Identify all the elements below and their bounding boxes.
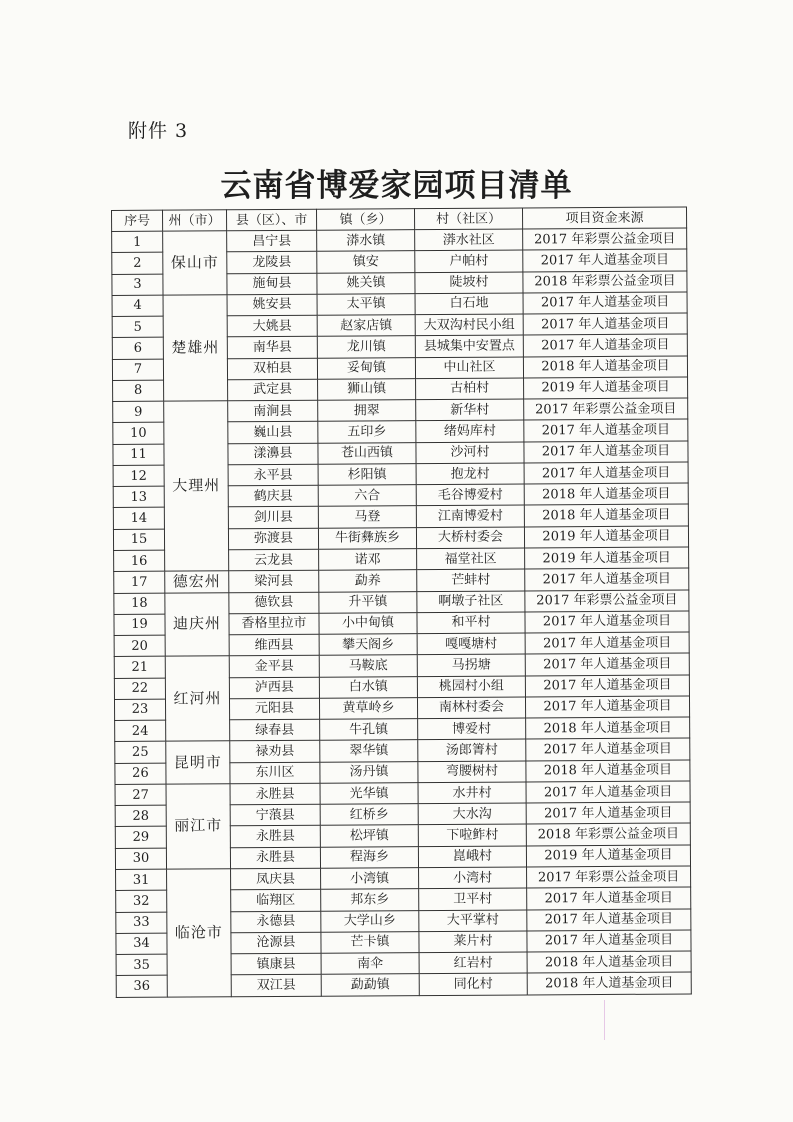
cell-county: 临翔区 <box>231 889 321 911</box>
cell-fund-source: 2017 年彩票公益金项目 <box>527 866 691 888</box>
cell-fund-source: 2019 年人道基金项目 <box>525 547 689 569</box>
cell-county: 剑川县 <box>228 507 318 529</box>
cell-county: 金平县 <box>229 656 319 678</box>
cell-town: 大学山乡 <box>321 910 419 932</box>
cell-town: 牛街彝族乡 <box>318 527 416 549</box>
cell-county: 永胜县 <box>230 783 320 805</box>
cell-serial-number: 20 <box>114 635 165 657</box>
cell-county: 双江县 <box>231 975 321 997</box>
cell-fund-source: 2018 年人道基金项目 <box>524 504 688 526</box>
cell-fund-source: 2017 年彩票公益金项目 <box>524 398 688 420</box>
cell-county: 昌宁县 <box>227 230 317 252</box>
cell-fund-source: 2017 年人道基金项目 <box>527 908 691 930</box>
cell-village: 水井村 <box>418 782 526 804</box>
cell-county: 龙陵县 <box>227 252 317 274</box>
cell-village: 江南博爱村 <box>416 505 524 527</box>
cell-fund-source: 2018 年彩票公益金项目 <box>523 271 687 293</box>
cell-village: 桃园村小组 <box>417 676 525 698</box>
cell-county: 永平县 <box>228 464 318 486</box>
cell-town: 攀天阁乡 <box>319 634 417 656</box>
cell-prefecture: 红河州 <box>165 656 230 741</box>
cell-town: 太平镇 <box>317 293 415 315</box>
cell-serial-number: 23 <box>114 699 165 721</box>
cell-serial-number: 14 <box>113 508 164 530</box>
cell-prefecture: 德宏州 <box>165 571 229 593</box>
cell-fund-source: 2019 年人道基金项目 <box>524 377 688 399</box>
cell-town: 勐勐镇 <box>321 974 419 996</box>
cell-town: 镇安 <box>317 251 415 273</box>
cell-fund-source: 2017 年人道基金项目 <box>527 887 691 909</box>
cell-serial-number: 36 <box>116 975 167 997</box>
cell-town: 马鞍底 <box>319 655 417 677</box>
cell-village: 抱龙村 <box>416 463 524 485</box>
cell-prefecture: 昆明市 <box>166 741 230 784</box>
cell-village: 绪妈库村 <box>416 420 524 442</box>
cell-fund-source: 2017 年人道基金项目 <box>524 419 688 441</box>
cell-fund-source: 2017 年人道基金项目 <box>526 738 690 760</box>
cell-serial-number: 33 <box>116 912 167 934</box>
cell-village: 下啦鲊村 <box>418 824 526 846</box>
cell-serial-number: 17 <box>114 571 165 593</box>
cell-fund-source: 2017 年人道基金项目 <box>525 611 689 633</box>
cell-serial-number: 5 <box>112 316 163 338</box>
cell-town: 小中甸镇 <box>319 612 417 634</box>
cell-prefecture: 临沧市 <box>167 869 232 997</box>
cell-county: 漾濞县 <box>228 443 318 465</box>
cell-county: 绿春县 <box>230 719 320 741</box>
cell-county: 弥渡县 <box>228 528 318 550</box>
header-prefecture: 州（市） <box>163 210 227 231</box>
cell-village: 同化村 <box>419 973 527 995</box>
cell-county: 元阳县 <box>229 698 319 720</box>
cell-fund-source: 2018 年人道基金项目 <box>524 483 688 505</box>
cell-village: 崑峨村 <box>418 846 526 868</box>
cell-village: 陡坡村 <box>415 272 523 294</box>
cell-serial-number: 35 <box>116 954 167 976</box>
cell-serial-number: 26 <box>115 763 166 785</box>
cell-prefecture: 大理州 <box>164 401 229 572</box>
cell-serial-number: 25 <box>115 742 166 764</box>
cell-village: 中山社区 <box>415 357 523 379</box>
cell-town: 红桥乡 <box>320 804 418 826</box>
cell-village: 莱片村 <box>419 931 527 953</box>
cell-county: 维西县 <box>229 634 319 656</box>
cell-town: 六合 <box>318 485 416 507</box>
cell-county: 施甸县 <box>227 273 317 295</box>
header-fund-source: 项目资金来源 <box>522 207 686 229</box>
cell-serial-number: 32 <box>116 890 167 912</box>
cell-fund-source: 2018 年人道基金项目 <box>527 972 691 995</box>
cell-fund-source: 2017 年人道基金项目 <box>526 781 690 803</box>
cell-town: 杉阳镇 <box>318 464 416 486</box>
cell-county: 德钦县 <box>229 592 319 614</box>
cell-village: 博爱村 <box>418 718 526 740</box>
cell-town: 牛孔镇 <box>320 719 418 741</box>
cell-serial-number: 12 <box>113 465 164 487</box>
cell-village: 大桥村委会 <box>416 527 524 549</box>
cell-county: 姚安县 <box>227 294 317 316</box>
cell-county: 香格里拉市 <box>229 613 319 635</box>
cell-fund-source: 2017 年人道基金项目 <box>523 334 687 356</box>
cell-village: 大平掌村 <box>419 909 527 931</box>
cell-fund-source: 2018 年人道基金项目 <box>527 951 691 973</box>
cell-serial-number: 7 <box>112 359 163 381</box>
attachment-label: 附件 3 <box>128 120 189 142</box>
cell-serial-number: 15 <box>113 529 164 551</box>
cell-serial-number: 13 <box>113 486 164 508</box>
cell-county: 鹤庆县 <box>228 485 318 507</box>
cell-fund-source: 2017 年人道基金项目 <box>523 292 687 314</box>
cell-county: 南华县 <box>227 337 317 359</box>
cell-village: 卫平村 <box>419 888 527 910</box>
table-body <box>112 228 692 997</box>
cell-town: 五印乡 <box>318 421 416 443</box>
cell-fund-source: 2017 年人道基金项目 <box>524 462 688 484</box>
cell-town: 妥甸镇 <box>317 357 415 379</box>
cell-village: 汤郎箐村 <box>418 739 526 761</box>
cell-town: 汤丹镇 <box>320 761 418 783</box>
cell-fund-source: 2017 年彩票公益金项目 <box>525 589 689 611</box>
cell-fund-source: 2018 年人道基金项目 <box>523 356 687 378</box>
cell-town: 白水镇 <box>319 676 417 698</box>
cell-town: 南伞 <box>321 953 419 975</box>
cell-town: 小湾镇 <box>321 868 419 890</box>
cell-serial-number: 29 <box>115 827 166 849</box>
scan-mark <box>604 1000 605 1040</box>
cell-village: 毛谷博爱村 <box>416 484 524 506</box>
cell-serial-number: 21 <box>114 656 165 678</box>
cell-town: 姚关镇 <box>317 272 415 294</box>
cell-serial-number: 19 <box>114 614 165 636</box>
cell-fund-source: 2017 年人道基金项目 <box>523 313 687 335</box>
cell-village: 红岩村 <box>419 952 527 974</box>
cell-serial-number: 11 <box>113 444 164 466</box>
cell-county: 巍山县 <box>228 422 318 444</box>
cell-town: 诺邓 <box>319 549 417 571</box>
cell-village: 和平村 <box>417 612 525 634</box>
cell-county: 永胜县 <box>230 847 320 869</box>
cell-serial-number: 10 <box>113 423 164 445</box>
header-serial-number: 序号 <box>112 210 163 231</box>
cell-town: 光华镇 <box>320 783 418 805</box>
cell-prefecture: 保山市 <box>163 231 227 295</box>
cell-town: 升平镇 <box>319 591 417 613</box>
cell-town: 马登 <box>318 506 416 528</box>
cell-village: 弯腰树村 <box>418 761 526 783</box>
cell-village: 大水沟 <box>418 803 526 825</box>
cell-county: 双柏县 <box>227 358 317 380</box>
cell-town: 勐养 <box>319 570 417 592</box>
cell-village: 嘎嘎塘村 <box>417 633 525 655</box>
cell-serial-number: 22 <box>114 678 165 700</box>
cell-village: 白石地 <box>415 293 523 315</box>
cell-serial-number: 3 <box>112 274 163 296</box>
cell-serial-number: 8 <box>113 380 164 402</box>
cell-serial-number: 16 <box>114 550 165 572</box>
cell-town: 狮山镇 <box>318 379 416 401</box>
cell-village: 芒蚌村 <box>417 569 525 591</box>
cell-town: 拥翠 <box>318 400 416 422</box>
cell-serial-number: 31 <box>116 869 167 891</box>
cell-town: 邦东乡 <box>321 889 419 911</box>
cell-prefecture: 迪庆州 <box>165 592 229 656</box>
cell-county: 凤庆县 <box>231 868 321 890</box>
cell-serial-number: 24 <box>115 720 166 742</box>
cell-village: 户帕村 <box>415 250 523 272</box>
cell-serial-number: 9 <box>113 401 164 423</box>
cell-fund-source: 2018 年人道基金项目 <box>526 760 690 782</box>
cell-fund-source: 2017 年人道基金项目 <box>525 675 689 697</box>
header-village: 村（社区） <box>414 208 522 230</box>
cell-town: 黄草岭乡 <box>319 697 417 719</box>
cell-county: 大姚县 <box>227 315 317 337</box>
cell-village: 漭水社区 <box>415 229 523 251</box>
cell-fund-source: 2017 年人道基金项目 <box>527 930 691 952</box>
cell-serial-number: 28 <box>115 805 166 827</box>
cell-fund-source: 2019 年人道基金项目 <box>526 845 690 867</box>
cell-town: 赵家店镇 <box>317 315 415 337</box>
project-table <box>111 206 692 998</box>
cell-county: 永德县 <box>231 911 321 933</box>
cell-county: 东川区 <box>230 762 320 784</box>
cell-serial-number: 2 <box>112 252 163 274</box>
cell-serial-number: 27 <box>115 784 166 806</box>
document-title: 云南省博爱家园项目清单 <box>220 168 573 204</box>
cell-fund-source: 2017 年人道基金项目 <box>526 802 690 824</box>
header-county: 县（区）、市 <box>227 209 317 231</box>
cell-village: 古柏村 <box>416 378 524 400</box>
cell-village: 县城集中安置点 <box>415 335 523 357</box>
cell-village: 福堂社区 <box>417 548 525 570</box>
cell-town: 芒卡镇 <box>321 931 419 953</box>
cell-fund-source: 2018 年彩票公益金项目 <box>526 823 690 845</box>
header-town: 镇（乡） <box>316 209 414 231</box>
cell-town: 松坪镇 <box>320 825 418 847</box>
cell-village: 南林村委会 <box>417 697 525 719</box>
cell-county: 武定县 <box>228 379 318 401</box>
cell-town: 程海乡 <box>320 846 418 868</box>
cell-town: 漭水镇 <box>317 230 415 252</box>
cell-fund-source: 2017 年人道基金项目 <box>525 632 689 654</box>
cell-fund-source: 2018 年人道基金项目 <box>526 717 690 739</box>
cell-town: 苍山西镇 <box>318 442 416 464</box>
cell-serial-number: 4 <box>112 295 163 317</box>
cell-fund-source: 2017 年人道基金项目 <box>525 696 689 718</box>
cell-fund-source: 2017 年人道基金项目 <box>525 568 689 590</box>
cell-county: 泸西县 <box>229 677 319 699</box>
project-table-container <box>111 206 691 997</box>
cell-village: 新华村 <box>416 399 524 421</box>
cell-village: 沙河村 <box>416 442 524 464</box>
cell-village: 小湾村 <box>419 867 527 889</box>
cell-county: 梁河县 <box>229 570 319 592</box>
cell-fund-source: 2019 年人道基金项目 <box>524 526 688 548</box>
cell-county: 沧源县 <box>231 932 321 954</box>
cell-fund-source: 2017 年人道基金项目 <box>523 249 687 271</box>
cell-county: 禄劝县 <box>230 741 320 763</box>
cell-town: 翠华镇 <box>320 740 418 762</box>
cell-village: 马拐塘 <box>417 654 525 676</box>
cell-village: 啊墩子社区 <box>417 590 525 612</box>
cell-prefecture: 丽江市 <box>166 784 231 869</box>
cell-town: 龙川镇 <box>317 336 415 358</box>
cell-fund-source: 2017 年彩票公益金项目 <box>523 228 687 250</box>
cell-county: 永胜县 <box>230 826 320 848</box>
cell-serial-number: 6 <box>112 338 163 360</box>
cell-county: 宁蒗县 <box>230 804 320 826</box>
cell-serial-number: 18 <box>114 593 165 615</box>
cell-county: 云龙县 <box>229 549 319 571</box>
cell-serial-number: 30 <box>115 848 166 870</box>
cell-county: 镇康县 <box>231 953 321 975</box>
cell-fund-source: 2017 年人道基金项目 <box>524 441 688 463</box>
cell-serial-number: 34 <box>116 933 167 955</box>
cell-prefecture: 楚雄州 <box>163 295 228 402</box>
cell-fund-source: 2017 年人道基金项目 <box>525 653 689 675</box>
cell-village: 大双沟村民小组 <box>415 314 523 336</box>
cell-county: 南涧县 <box>228 400 318 422</box>
cell-serial-number: 1 <box>112 231 163 253</box>
